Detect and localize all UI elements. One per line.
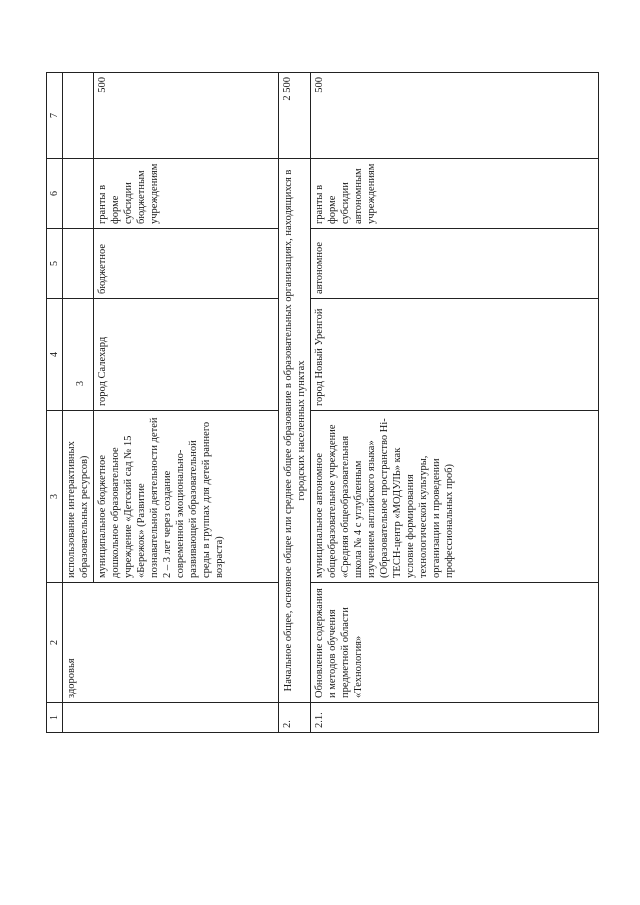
cell-location-salekhard: город Салехард [94,299,279,411]
col-header-3: 3 [47,411,63,583]
cell-type-continued [63,229,94,299]
col-header-4: 4 [47,299,63,411]
cell-direction-2-1: Обновление содержания и методов обучения предметной области «Технология» [311,583,599,703]
table-header-row [47,73,63,733]
cell-type-2-1: автономное [311,229,599,299]
cell-location-continued [63,299,94,411]
cell-org-detskiy-sad: муниципальное бюджетное дошкольное образовательное учреждение «Детский сад № 15 «Бережок» (Развитие познавательной деятельности детей 2 – 3 лет через создание современной эмоционально-развивающей образовательной среды в группах для детей раннего возраста) [94,411,279,583]
table-row-section-2 [279,73,311,733]
col-header-1: 1 [47,703,63,733]
cell-num-continued [63,703,279,733]
table-row-continued [63,73,94,733]
col-header-6: 6 [47,159,63,229]
cell-org-2-1: муниципальное автономное общеобразовательное учреждение «Средняя общеобразовательная школа № 4 с углубленным изучением английского языка» (Образовательное пространство Hi-TECH-центр «МОДУЛЬ» как условие формирования технологической культуры, организации и проведении профессиональных проб) [311,411,599,583]
cell-org-continued: использование интерактивных образовательных ресурсов) [63,411,94,583]
cell-num-2-1: 2.1. [311,703,599,733]
table-row-2-1 [311,73,599,733]
cell-section-total: 2 500 [279,73,311,159]
cell-location-2-1: город Новый Уренгой [311,299,599,411]
col-header-5: 5 [47,229,63,299]
cell-amount-2-1: 500 [311,73,599,159]
grants-table [46,72,599,733]
cell-amount-continued [63,73,94,159]
cell-type-budget: бюджетное [94,229,279,299]
cell-section-num: 2. [279,703,311,733]
cell-amount-detskiy-sad: 500 [94,73,279,159]
page-number: 3 [75,381,86,386]
cell-direction-continued: здоровья [63,583,279,703]
cell-section-title: Начальное общее, основное общее или среднее общее образование в образовательных организациях, находящихся в городских населенных пунктах [279,159,311,703]
col-header-2: 2 [47,583,63,703]
cell-grant-2-1: гранты в форме субсидии автономным учреждениям [311,159,599,229]
cell-grant-continued [63,159,94,229]
cell-grant-budget: гранты в форме субсидии бюджетным учреждениям [94,159,279,229]
col-header-7: 7 [47,73,63,159]
